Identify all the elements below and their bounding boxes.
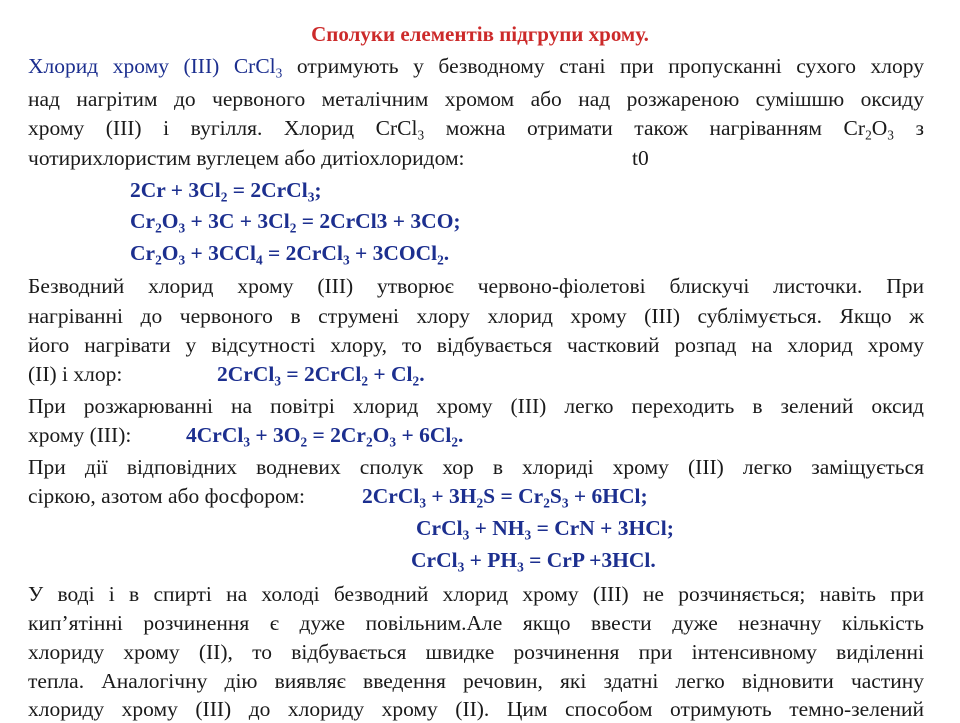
equation-8: CrCl$_3$ + $PH_3$ = CrP +3HCl. (411, 548, 656, 575)
text-line: При дії відповідних водневих сполук хор в хлориді хрому (III) легко заміщується (28, 455, 924, 479)
text-line: нагріванні до червоного в струмені хлору хлорид хрому (III) сублімується. Якщо ж (28, 304, 924, 328)
text-line: Хлорид хрому (III) CrCl$_3$ отримують у безводному стані при пропусканні сухого хлору (28, 54, 924, 81)
equation-5: 4CrCl$_3$ + $3O_2 = 2Cr_2O_3 + 6Cl_2$. (186, 423, 464, 450)
temperature-mark: t0 (632, 146, 649, 170)
equation-1: $2Cr + 3Cl_2$ = 2CrCl$_3$; (130, 178, 322, 205)
text-line: хлориду хрому (II), то відбувається швидке розчинення при інтенсивному виділенні (28, 640, 924, 664)
text-line: (II) і хлор: (28, 362, 123, 386)
equation-4: 2CrCl$_3$ = 2CrCl$_2$ + $Cl_2$. (217, 362, 425, 389)
text-line: При розжарюванні на повітрі хлорид хрому (III) легко переходить в зелений оксид (28, 394, 924, 418)
text-line: У воді і в спирті на холоді безводний хлорид хрому (III) не розчиняється; навіть при (28, 582, 924, 606)
text-line: хлориду хрому (III) до хлориду хрому (II). Цим способом отримують темно-зелений (28, 697, 924, 721)
equation-6: 2CrCl$_3$ + $3H_2S = Cr_2S_3 + 6HCl$; (362, 484, 648, 511)
text-line: кип’ятінні розчинення є дуже повільним.Але якщо ввести дуже незначну кількість (28, 611, 924, 635)
text-line: його нагрівати у відсутності хлору, то відбувається частковий розпад на хлорид хрому (28, 333, 924, 357)
equation-3: $Cr_2O_3 + 3CCl_4$ = 2CrCl$_3$ + 3COCl$_2$. (130, 241, 450, 268)
text-line: хрому (III): (28, 423, 132, 447)
text-line: над нагрітим до червоного металічним хромом або над розжареною сумішшю оксиду (28, 87, 924, 111)
text-line: чотирихлористим вуглецем або дитіохлоридом: t0 (28, 146, 649, 170)
text-line: сіркою, азотом або фосфором: (28, 484, 305, 508)
equation-7: CrCl$_3$ + $NH_3$ = CrN + 3HCl; (416, 516, 674, 543)
equation-2: $Cr_2O_3 + 3C + 3Cl_2$ = 2CrCl3 + 3CO; (130, 209, 461, 236)
text-line: хрому (III) і вугілля. Хлорид CrCl$_3$ можна отримати також нагріванням $Cr_2O_3$ з (28, 116, 924, 143)
text-line: тепла. Аналогічну дію виявляє введення речовин, які здатні легко відновити частину (28, 669, 924, 693)
page-title: Сполуки елементів підгрупи хрому. (311, 22, 649, 46)
text-line: Безводний хлорид хрому (III) утворює червоно-фіолетові блискучі листочки. При (28, 274, 924, 298)
